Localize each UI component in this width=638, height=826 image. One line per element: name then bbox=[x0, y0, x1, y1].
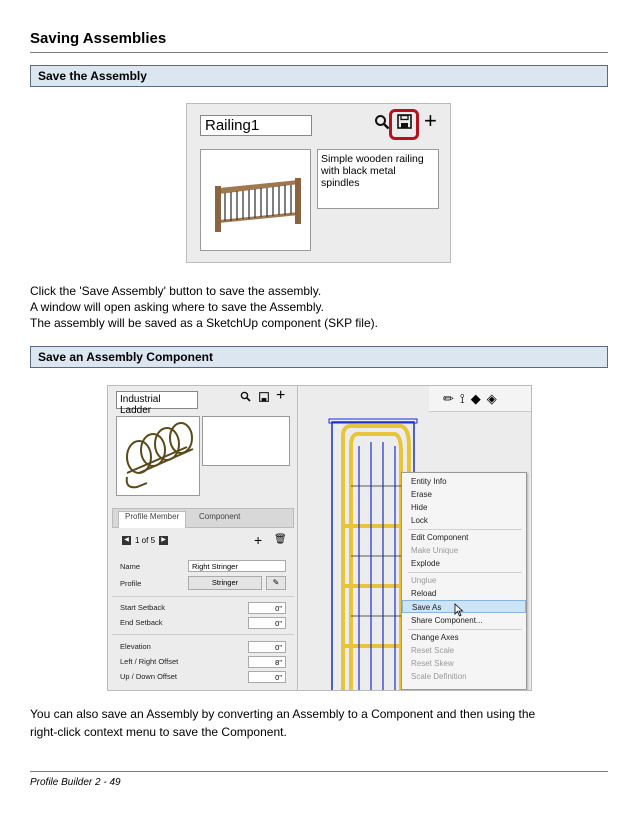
profile-select-button[interactable]: Stringer bbox=[188, 576, 262, 590]
menu-item-explode[interactable]: Explode bbox=[411, 559, 440, 568]
section-heading-save-component: Save an Assembly Component bbox=[30, 346, 608, 368]
panel-tabs bbox=[112, 508, 294, 528]
sketchup-viewport[interactable] bbox=[299, 386, 532, 691]
end-setback-label: End Setback bbox=[120, 618, 163, 627]
elevation-label: Elevation bbox=[120, 642, 151, 651]
menu-item-reload[interactable]: Reload bbox=[411, 589, 437, 598]
menu-item-scale-definition[interactable]: Scale Definition bbox=[411, 672, 467, 681]
dimension-tool-icon[interactable]: ⟟ bbox=[459, 390, 465, 406]
pencil-icon[interactable]: ✎ bbox=[266, 576, 286, 590]
paragraph-line: right-click context menu to save the Component. bbox=[30, 725, 287, 739]
plus-icon[interactable]: + bbox=[424, 108, 437, 133]
menu-item-lock[interactable]: Lock bbox=[411, 516, 428, 525]
add-member-icon[interactable]: + bbox=[254, 532, 263, 548]
menu-separator bbox=[408, 572, 522, 573]
member-pager bbox=[122, 536, 168, 545]
save-button-highlight bbox=[389, 109, 419, 140]
title-rule bbox=[30, 52, 608, 53]
save-icon[interactable] bbox=[259, 391, 269, 407]
section2-paragraph bbox=[30, 705, 535, 741]
menu-item-erase[interactable]: Erase bbox=[411, 490, 432, 499]
lr-offset-input[interactable]: 8" bbox=[248, 656, 286, 668]
assembly-name-field[interactable]: Industrial Ladder bbox=[116, 391, 198, 409]
previous-icon[interactable]: ◀ bbox=[122, 536, 131, 545]
paragraph-line: A window will open asking where to save the Assembly. bbox=[30, 300, 324, 314]
cursor-icon bbox=[454, 603, 464, 617]
menu-item-edit-component[interactable]: Edit Component bbox=[411, 533, 469, 542]
section1-paragraph bbox=[30, 283, 378, 331]
next-icon[interactable]: ▶ bbox=[159, 536, 168, 545]
paragraph-line: The assembly will be saved as a SketchUp component (SKP file). bbox=[30, 316, 378, 330]
paint-tool-icon[interactable]: ◆ bbox=[470, 390, 481, 406]
assembly-name-field[interactable]: Railing1 bbox=[200, 115, 312, 136]
start-setback-input[interactable]: 0" bbox=[248, 602, 286, 614]
trash-icon[interactable]: 🗑 bbox=[274, 534, 287, 545]
assembly-description[interactable] bbox=[317, 149, 439, 209]
railing-preview bbox=[201, 150, 312, 252]
context-menu bbox=[401, 472, 527, 690]
assembly-description[interactable] bbox=[202, 416, 290, 466]
menu-separator bbox=[408, 529, 522, 530]
plus-icon[interactable]: + bbox=[276, 387, 286, 404]
menu-item-reset-scale[interactable]: Reset Scale bbox=[411, 646, 455, 655]
ud-offset-input[interactable]: 0" bbox=[248, 671, 286, 683]
ud-offset-label: Up / Down Offset bbox=[120, 672, 177, 681]
search-icon[interactable] bbox=[240, 391, 251, 407]
member-name-input[interactable]: Right Stringer bbox=[188, 560, 286, 572]
end-setback-input[interactable]: 0" bbox=[248, 617, 286, 629]
assembly-panel bbox=[108, 386, 298, 691]
profile-label: Profile bbox=[120, 579, 142, 588]
screenshot-save-assembly bbox=[186, 103, 451, 263]
pager-label: 1 of 5 bbox=[135, 536, 156, 545]
menu-item-share-component[interactable]: Share Component... bbox=[411, 616, 483, 625]
name-label: Name bbox=[120, 562, 141, 571]
assembly-thumbnail bbox=[200, 149, 311, 251]
tab-component[interactable]: Component bbox=[199, 512, 241, 521]
paragraph-line: You can also save an Assembly by converting an Assembly to a Component and then using the bbox=[30, 707, 536, 721]
paragraph-line: Click the 'Save Assembly' button to save the assembly. bbox=[30, 284, 322, 298]
start-setback-label: Start Setback bbox=[120, 603, 166, 612]
divider bbox=[112, 596, 294, 597]
bucket-tool-icon[interactable]: ◈ bbox=[486, 390, 497, 406]
description-line: with black metal spindles bbox=[321, 165, 396, 189]
screenshot-save-component bbox=[107, 385, 532, 691]
ladder-preview bbox=[117, 417, 201, 497]
description-line: Simple wooden railing bbox=[321, 153, 424, 165]
tab-profile-member[interactable]: Profile Member bbox=[125, 512, 180, 521]
menu-item-hide[interactable]: Hide bbox=[411, 503, 428, 512]
menu-item-reset-skew[interactable]: Reset Skew bbox=[411, 659, 454, 668]
menu-item-change-axes[interactable]: Change Axes bbox=[411, 633, 459, 642]
page-title: Saving Assemblies bbox=[30, 30, 167, 47]
menu-item-make-unique[interactable]: Make Unique bbox=[411, 546, 459, 555]
pencil-tool-icon[interactable]: ✏ bbox=[443, 390, 454, 406]
divider bbox=[112, 634, 294, 635]
page-footer: Profile Builder 2 - 49 bbox=[30, 777, 121, 788]
assembly-thumbnail bbox=[116, 416, 200, 496]
menu-item-entity-info[interactable]: Entity Info bbox=[411, 477, 447, 486]
search-icon[interactable] bbox=[374, 114, 390, 136]
menu-separator bbox=[408, 629, 522, 630]
section-heading-save-assembly: Save the Assembly bbox=[30, 65, 608, 87]
footer-rule bbox=[30, 771, 608, 772]
menu-item-save-as[interactable]: Save As bbox=[402, 600, 526, 613]
menu-item-unglue[interactable]: Unglue bbox=[411, 576, 437, 585]
elevation-input[interactable]: 0" bbox=[248, 641, 286, 653]
lr-offset-label: Left / Right Offset bbox=[120, 657, 179, 666]
